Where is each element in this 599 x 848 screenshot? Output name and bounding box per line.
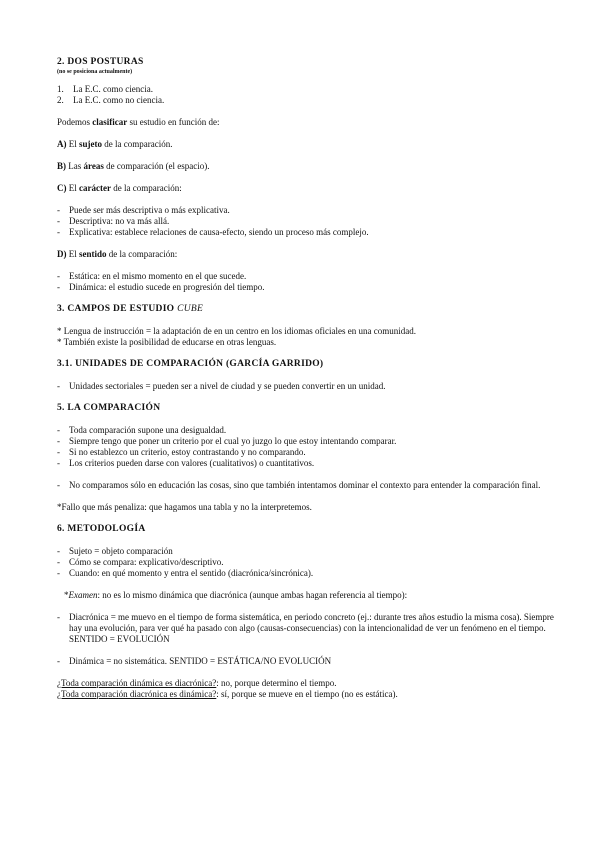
section-2-title: 2. DOS POSTURAS — [57, 57, 144, 67]
units-list — [57, 381, 557, 392]
list-item-text: Explicativa: establece relaciones de causa-efecto, siendo un proceso más complejo. — [69, 227, 369, 237]
list-item — [57, 216, 557, 227]
list-item — [57, 447, 557, 458]
list-item-text: Dinámica: el estudio sucede en progresión del tiempo. — [69, 282, 265, 292]
question-text: ¿Toda comparación dinámica es diacrónica? — [57, 678, 217, 688]
label: C) — [57, 183, 67, 193]
list-item — [57, 480, 557, 491]
list-item — [57, 656, 557, 667]
list-item-text: Sujeto = objeto comparación — [69, 546, 173, 556]
dash: - — [57, 216, 60, 226]
character-list — [57, 205, 557, 238]
dash: - — [57, 227, 60, 237]
answer-text: : no, porque determino el tiempo. — [216, 678, 337, 688]
exam-note — [57, 590, 557, 601]
list-item — [57, 546, 557, 557]
list-item-text: Cómo se compara: explicativo/descriptivo. — [69, 557, 224, 567]
text: : no es lo mismo dinámica que diacrónica (aunque ambas hagan referencia al tiempo): — [97, 590, 408, 600]
text: El — [66, 183, 79, 193]
list-item-text: Los criterios pueden darse con valores (cualitativos) o cuantitativos. — [69, 458, 315, 468]
text: Las — [66, 161, 84, 171]
text: su estudio en función de: — [127, 117, 220, 127]
dash: - — [57, 381, 60, 391]
list-item-text: Si no establezco un criterio, estoy contrastando y no comparando. — [69, 447, 306, 457]
star: * — [64, 590, 69, 600]
list-item — [57, 458, 557, 469]
item-number: 2. — [57, 95, 64, 105]
dash: - — [57, 458, 60, 468]
list-item-text: La E.C. como ciencia. — [73, 84, 153, 94]
dash: - — [57, 282, 60, 292]
list-item — [57, 84, 557, 95]
exam-label: Examen — [68, 590, 98, 600]
list-item — [57, 227, 557, 238]
criterion-a — [57, 139, 557, 150]
list-item-text: Estática: en el mismo momento en el que sucede. — [69, 271, 247, 281]
context-list — [57, 480, 557, 491]
title-italic: CUBE — [177, 304, 204, 314]
sense-list — [57, 271, 557, 293]
classify-paragraph — [57, 117, 557, 128]
dash: - — [57, 480, 60, 490]
text: de la comparación: — [106, 249, 178, 259]
question-text: ¿Toda comparación diacrónica es dinámica? — [57, 689, 217, 699]
label: A) — [57, 139, 67, 149]
list-item — [57, 282, 557, 293]
bold-text: sujeto — [79, 139, 102, 149]
text: Podemos — [57, 117, 93, 127]
dash: - — [57, 656, 60, 666]
dash: - — [57, 612, 60, 622]
section-5-title: 5. LA COMPARACIÓN — [57, 403, 161, 413]
list-item-text: Unidades sectoriales = pueden ser a nivel de ciudad y se pueden convertir en un unidad. — [69, 381, 386, 391]
note: * También existe la posibilidad de educarse en otras lenguas. — [57, 337, 277, 347]
list-item — [57, 95, 557, 106]
dash: - — [57, 557, 60, 567]
list-item-text: Descriptiva: no va más allá. — [69, 216, 170, 226]
question-2 — [57, 689, 557, 700]
list-item-text: Toda comparación supone una desigualdad. — [69, 425, 227, 435]
note: * Lengua de instrucción = la adaptación de en un centro en los idiomas oficiales en una comunidad. — [57, 326, 416, 336]
section-3-title — [57, 304, 557, 315]
dynamic-list — [57, 656, 557, 667]
list-item — [57, 568, 557, 579]
list-item — [57, 205, 557, 216]
section-2-subtitle: (no se posiciona actualmente) — [57, 69, 133, 75]
note: *Fallo que más penaliza: que hagamos una tabla y no la interpretemos. — [57, 502, 312, 512]
list-item-text: No comparamos sólo en educación las cosas, sino que también intentamos dominar el contexto para entender la comparación final. — [69, 480, 541, 490]
methodology-list — [57, 546, 557, 579]
bold-text: carácter — [79, 183, 111, 193]
list-item-text: La E.C. como no ciencia. — [73, 95, 165, 105]
list-item-text: Siempre tengo que poner un criterio por el cual yo juzgo lo que estoy intentando comparar. — [69, 436, 397, 446]
text: de comparación (el espacio). — [103, 161, 210, 171]
criterion-d — [57, 249, 557, 260]
text: El — [66, 139, 79, 149]
list-item-text: Cuando: en qué momento y entra el sentido (diacrónica/sincrónica). — [69, 568, 314, 578]
list-item-text: Diacrónica = me muevo en el tiempo de forma sistemática, en periodo concreto (ej.: durante tres años estudio la misma cosa). Siempre hay una evolución, para ver qué ha pasado con algo (causas-consecuencias) con la intencionalidad de ver un fenómeno en el tiempo. SENTIDO = EVOLUCIÓN — [69, 612, 554, 644]
list-item — [57, 425, 557, 436]
list-item-text: Puede ser más descriptiva o más explicativa. — [69, 205, 230, 215]
list-item — [57, 381, 557, 392]
item-number: 1. — [57, 84, 64, 94]
dash: - — [57, 271, 60, 281]
diachronic-list — [57, 612, 557, 645]
list-item — [57, 271, 557, 282]
postures-list — [57, 84, 557, 106]
text: de la comparación: — [110, 183, 182, 193]
criterion-c — [57, 183, 557, 194]
text: de la comparación. — [102, 139, 173, 149]
text: El — [66, 249, 79, 259]
dash: - — [57, 447, 60, 457]
dash: - — [57, 568, 60, 578]
list-item — [57, 557, 557, 568]
dash: - — [57, 436, 60, 446]
dash: - — [57, 205, 60, 215]
list-item — [57, 612, 557, 645]
label: D) — [57, 249, 67, 259]
criterion-b — [57, 161, 557, 172]
list-item-text: Dinámica = no sistemática. SENTIDO = ESTÁTICA/NO EVOLUCIÓN — [69, 656, 332, 666]
list-item — [57, 436, 557, 447]
title-text: 3. CAMPOS DE ESTUDIO — [57, 304, 178, 314]
section-6-title: 6. METODOLOGÍA — [57, 524, 146, 534]
dash: - — [57, 546, 60, 556]
section-31-title: 3.1. UNIDADES DE COMPARACIÓN (GARCÍA GARRIDO) — [57, 359, 324, 369]
document-page — [57, 57, 557, 700]
question-1 — [57, 678, 557, 689]
bold-text: sentido — [79, 249, 107, 259]
dash: - — [57, 425, 60, 435]
answer-text: : sí, porque se mueve en el tiempo (no es estática). — [216, 689, 398, 699]
bold-text: clasificar — [92, 117, 128, 127]
bold-text: áreas — [83, 161, 104, 171]
label: B) — [57, 161, 66, 171]
comparison-list — [57, 425, 557, 469]
